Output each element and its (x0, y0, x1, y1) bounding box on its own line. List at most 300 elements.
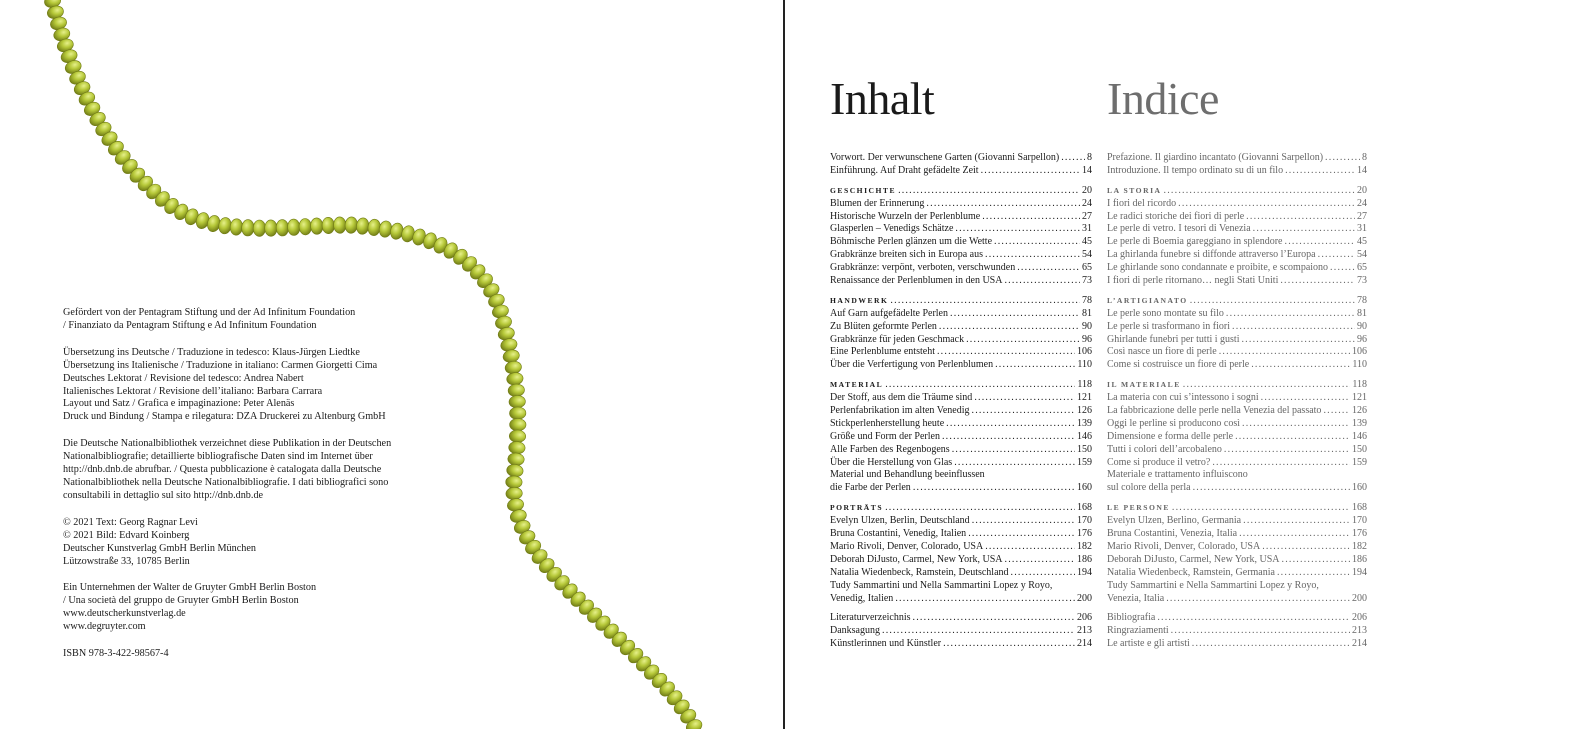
toc-section-heading (1107, 379, 1367, 392)
toc-page-number: 160 (1352, 482, 1367, 494)
bead (506, 372, 524, 386)
toc-leader-dots (943, 638, 1075, 651)
toc-section (830, 502, 1092, 605)
toc-leader-dots (1285, 165, 1355, 178)
imprint-line: Lützowstraße 33, 10785 Berlin (63, 555, 190, 567)
toc-leader-dots (1193, 482, 1350, 495)
imprint-block (63, 307, 443, 333)
imprint-line: © 2021 Bild: Edvard Koinberg (63, 529, 190, 541)
toc-entry (830, 515, 1092, 528)
toc-page-number: 186 (1077, 553, 1092, 565)
toc-leader-dots (968, 528, 1075, 541)
toc-section-heading (830, 185, 1092, 198)
toc-entry (830, 308, 1092, 321)
bead (508, 441, 525, 454)
bead (287, 219, 300, 236)
toc-entry-title: Deborah DiJusto, Carmel, New York, USA (830, 553, 1003, 565)
toc-entry (1107, 431, 1367, 444)
toc-entry (830, 223, 1092, 236)
toc-leader-dots (1330, 262, 1355, 275)
toc-leader-dots (1235, 431, 1350, 444)
toc-leader-dots (1251, 359, 1350, 372)
toc-entry-title: Glasperlen – Venedigs Schätze (830, 223, 954, 235)
toc-leader-dots (1242, 418, 1350, 431)
toc-entry-title: Danksagung (830, 625, 880, 637)
toc-page-number: 182 (1352, 540, 1367, 552)
toc-entry-title: Evelyn Ulzen, Berlino, Germania (1107, 515, 1242, 527)
bead (322, 217, 335, 234)
toc-leader-dots (994, 236, 1080, 249)
toc-entry-title: Eine Perlenblume entsteht (830, 346, 935, 358)
toc-page-number: 206 (1352, 612, 1367, 624)
toc-entry-title: Grabkränze für jeden Geschmack (830, 333, 965, 345)
toc-page-number: 194 (1352, 566, 1367, 578)
bead (229, 218, 243, 235)
imprint-line: Gefördert von der Pentagram Stiftung und der Ad Infinitum Foundation (63, 307, 356, 318)
toc-page-number: 45 (1357, 236, 1367, 248)
toc-entry (1107, 165, 1367, 178)
toc-leader-dots (1243, 515, 1350, 528)
toc-entry (1107, 223, 1367, 236)
bead (505, 476, 522, 489)
toc-entry-title: La fabbricazione delle perle nella Venezia del passato (1107, 405, 1322, 417)
toc-entry (1107, 482, 1367, 495)
toc-entry (830, 321, 1092, 334)
toc-leader-dots (1157, 612, 1350, 625)
toc-entry-title: Der Stoff, aus dem die Träume sind (830, 392, 973, 404)
toc-entry-title: Literaturverzeichnis (830, 612, 911, 624)
toc-entry (830, 528, 1092, 541)
toc-page-number: 81 (1082, 307, 1092, 319)
right-page (785, 0, 1591, 729)
toc-entry (1107, 541, 1367, 554)
toc-leader-dots (955, 223, 1080, 236)
toc-entry-title: Zu Blüten geformte Perlen (830, 320, 937, 332)
toc-page-number: 20 (1082, 184, 1092, 196)
toc-entry-title: Venezia, Italia (1107, 592, 1165, 604)
toc-entry-title: Tudy Sammartini und Nella Sammartini Lopez y Royo, (830, 579, 1053, 591)
toc-entry (830, 262, 1092, 275)
toc-entry-title: Grabkränze: verpönt, verboten, verschwunden (830, 262, 1016, 274)
toc-page-number: 121 (1352, 392, 1367, 404)
toc-entry (1107, 528, 1367, 541)
toc-leader-dots (966, 334, 1080, 347)
imprint-block (63, 347, 443, 424)
toc-page-number: 126 (1352, 405, 1367, 417)
toc-entry-title: Perlenfabrikation im alten Venedig (830, 405, 970, 417)
bead (508, 383, 526, 397)
bead (241, 219, 254, 236)
toc-entry (830, 211, 1092, 224)
bead (356, 217, 370, 235)
toc-entry (1107, 211, 1367, 224)
toc-leader-dots (1212, 457, 1350, 470)
toc-page-number: 160 (1077, 482, 1092, 494)
toc-page-number: 146 (1077, 430, 1092, 442)
toc-entry (830, 165, 1092, 178)
toc-entry (830, 405, 1092, 418)
toc-entry-title: Böhmische Perlen glänzen um die Wette (830, 236, 993, 248)
toc-entry (830, 482, 1092, 495)
toc-page-number: 31 (1357, 223, 1367, 235)
toc-page-number: 73 (1082, 275, 1092, 287)
toc-page-number: 194 (1077, 566, 1092, 578)
toc-page-number: 65 (1082, 262, 1092, 274)
toc-page-number: 14 (1357, 164, 1367, 176)
toc-entry (830, 359, 1092, 372)
toc-section (1107, 152, 1367, 178)
toc-entry (1107, 593, 1367, 606)
toc-entry-title: Le perle sono montate su filo (1107, 307, 1224, 319)
imprint-line: Italienisches Lektorat / Revisione dell’italiano: Barbara Carrara (63, 385, 323, 397)
imprint-line: Übersetzung ins Deutsche / Traduzione in tedesco: Klaus-Jürgen Liedtke (63, 346, 360, 358)
toc-page-number: 45 (1082, 236, 1092, 248)
toc-entry-title: Tutti i colori dell’arcobaleno (1107, 443, 1222, 455)
bead (299, 218, 312, 235)
toc-entry (1107, 554, 1367, 567)
toc-entry-title: Le perle si trasformano in fiori (1107, 320, 1231, 332)
toc-page-number: 31 (1082, 223, 1092, 235)
imprint-block (63, 438, 443, 503)
imprint-line: Deutsches Lektorat / Revisione del tedesco: Andrea Nabert (63, 372, 304, 384)
toc-page-number: 150 (1077, 443, 1092, 455)
toc-page-number: 81 (1357, 307, 1367, 319)
toc-entry (830, 580, 1092, 593)
toc-section (1107, 379, 1367, 495)
bead (265, 220, 278, 237)
toc-page-number: 213 (1077, 625, 1092, 637)
toc-leader-dots (1183, 379, 1351, 392)
toc-entry-title: Oggi le perline si producono così (1107, 417, 1241, 429)
toc-entry (830, 541, 1092, 554)
toc-page-number: 214 (1352, 638, 1367, 650)
toc-entry (1107, 308, 1367, 321)
toc-section-heading (1107, 502, 1367, 515)
toc-entry-title: Le perle di vetro. I tesori di Venezia (1107, 223, 1251, 235)
bead (510, 418, 527, 431)
toc-leader-dots (895, 593, 1075, 606)
imprint-colophon (63, 307, 443, 675)
toc-section (1107, 612, 1367, 651)
imprint-line: Übersetzung ins Italienische / Traduzione in italiano: Carmen Giorgetti Cima (63, 359, 378, 371)
toc-entry (1107, 457, 1367, 470)
toc-entry-title: Renaissance der Perlenblumen in den USA (830, 275, 1003, 287)
toc-entry-title: Le radici storiche dei fiori di perle (1107, 210, 1245, 222)
toc-entry-title: Historische Wurzeln der Perlenblume (830, 210, 981, 222)
toc-entry (830, 444, 1092, 457)
toc-section-heading (830, 295, 1092, 308)
toc-entry-title: Tudy Sammartini e Nella Sammartini Lopez y Royo, (1107, 579, 1319, 591)
toc-leader-dots (981, 165, 1080, 178)
toc-entry (1107, 444, 1367, 457)
toc-entry-title: Über die Verfertigung von Perlenblumen (830, 359, 994, 371)
toc-page-number: 65 (1357, 262, 1367, 274)
imprint-line: / Una società del gruppo de Gruyter GmbH Berlin Boston (63, 595, 299, 607)
toc-page-number: 159 (1352, 456, 1367, 468)
toc-entry-title: Bruna Costantini, Venezia, Italia (1107, 528, 1238, 540)
toc-entry-title: La materia con cui s’intessono i sogni (1107, 392, 1259, 404)
toc-entry-title: Ghirlande funebri per tutti i gusti (1107, 333, 1240, 345)
toc-entry-title: Material und Behandlung beeinflussen (830, 469, 985, 481)
toc-entry (830, 625, 1092, 638)
toc-section-heading (1107, 295, 1367, 308)
toc-entry-title: I fiori del ricordo (1107, 197, 1177, 209)
toc-entry-title: sul colore della perla (1107, 482, 1191, 494)
toc-entry (830, 275, 1092, 288)
toc-leader-dots (1005, 554, 1076, 567)
toc-leader-dots (1323, 405, 1350, 418)
toc-leader-dots (885, 379, 1075, 392)
toc-section-heading (830, 502, 1092, 515)
toc-entry (1107, 321, 1367, 334)
toc-entry-title: Größe und Form der Perlen (830, 430, 940, 442)
toc-entry-title: I fiori di perle ritornano… negli Stati Uniti (1107, 275, 1279, 287)
toc-page-number: 96 (1357, 333, 1367, 345)
toc-leader-dots (890, 295, 1080, 308)
toc-page-number: 186 (1352, 553, 1367, 565)
toc-page-number: 78 (1082, 294, 1092, 306)
toc-entry (830, 469, 1092, 482)
bead (505, 487, 522, 501)
bead (509, 407, 526, 420)
toc-entry (1107, 567, 1367, 580)
toc-leader-dots (1241, 334, 1355, 347)
toc-leader-dots (946, 418, 1075, 431)
toc-section-heading (1107, 185, 1367, 198)
toc-page-number: 106 (1077, 346, 1092, 358)
toc-entry-title: Deborah DiJusto, Carmel, New York, USA (1107, 553, 1280, 565)
toc-page-number: 90 (1082, 320, 1092, 332)
toc-entry (1107, 418, 1367, 431)
toc-entry-title: Natalia Wiedenbeck, Ramstein, Germania (1107, 566, 1275, 578)
imprint-line: Layout und Satz / Grafica e impaginazione: Peter Alenäs (63, 398, 295, 410)
toc-leader-dots (1239, 528, 1350, 541)
toc-entry (1107, 198, 1367, 211)
toc-page-number: 200 (1077, 592, 1092, 604)
bead (509, 395, 526, 408)
toc-entry-title: Le artiste e gli artisti (1107, 638, 1190, 650)
toc-entry (1107, 580, 1367, 593)
toc-entry-title: Prefazione. Il giardino incantato (Giovanni Sarpellon) (1107, 152, 1324, 163)
toc-leader-dots (1190, 295, 1355, 308)
toc-entry-title: MATERIAL (830, 380, 884, 390)
imprint-block (63, 517, 443, 569)
toc-leader-dots (1178, 198, 1355, 211)
toc-section (1107, 502, 1367, 605)
toc-entry (1107, 359, 1367, 372)
toc-entry-title: Auf Garn aufgefädelte Perlen (830, 307, 948, 319)
toc-page-number: 121 (1077, 392, 1092, 404)
toc-entry-title: Über die Herstellung von Glas (830, 456, 953, 468)
toc-leader-dots (985, 249, 1080, 262)
toc-page-number: 170 (1352, 515, 1367, 527)
imprint-block (63, 648, 443, 661)
table-of-contents-italian (1107, 152, 1367, 658)
toc-entry (830, 334, 1092, 347)
toc-entry (830, 346, 1092, 359)
toc-entry-title: Stickperlenherstellung heute (830, 417, 945, 429)
toc-page-number: 54 (1082, 249, 1092, 261)
toc-page-number: 110 (1077, 359, 1092, 371)
toc-leader-dots (1011, 567, 1075, 580)
toc-leader-dots (974, 392, 1075, 405)
imprint-line: Nationalbibliografie; detaillierte bibliografische Daten sind im Internet über (63, 451, 373, 463)
toc-leader-dots (1285, 236, 1356, 249)
bead (345, 216, 359, 233)
contents-title-italian: Indice (1107, 72, 1219, 124)
imprint-line: © 2021 Text: Georg Ragnar Levi (63, 516, 198, 528)
toc-entry-title: La ghirlanda funebre si diffonde attraverso l’Europa (1107, 249, 1316, 261)
toc-entry-title: PORTRÄTS (830, 503, 884, 513)
toc-page-number: 14 (1082, 164, 1092, 176)
contents-title-german: Inhalt (830, 72, 935, 124)
toc-entry-title: Künstlerinnen und Künstler (830, 638, 942, 650)
toc-leader-dots (1318, 249, 1355, 262)
imprint-line: Druck und Bindung / Stampa e rilegatura: DZA Druckerei zu Altenburg GmbH (63, 411, 386, 423)
toc-entry (1107, 625, 1367, 638)
toc-leader-dots (1172, 502, 1350, 515)
toc-leader-dots (954, 457, 1075, 470)
toc-entry (1107, 612, 1367, 625)
toc-page-number: 118 (1077, 379, 1092, 391)
toc-leader-dots (1232, 321, 1355, 334)
toc-page-number: 146 (1352, 430, 1367, 442)
imprint-line: / Finanziato da Pentagram Stiftung e Ad Infinitum Foundation (63, 319, 317, 331)
table-of-contents-german (830, 152, 1092, 658)
toc-page-number: 8 (1362, 152, 1367, 163)
toc-entry (1107, 275, 1367, 288)
toc-leader-dots (1017, 262, 1080, 275)
toc-entry-title: GESCHICHTE (830, 185, 897, 195)
left-page (0, 0, 783, 729)
bead (276, 219, 289, 236)
toc-leader-dots (1246, 211, 1355, 224)
bead (310, 218, 323, 235)
toc-entry-title: Vorwort. Der verwunschene Garten (Giovanni Sarpellon) (830, 152, 1060, 163)
toc-leader-dots (926, 198, 1080, 211)
toc-entry (830, 612, 1092, 625)
toc-page-number: 73 (1357, 275, 1367, 287)
toc-page-number: 150 (1352, 443, 1367, 455)
imprint-line: Deutscher Kunstverlag GmbH Berlin München (63, 542, 256, 554)
toc-entry-title: LA STORIA (1107, 185, 1162, 195)
toc-leader-dots (1192, 638, 1350, 651)
toc-leader-dots (1171, 625, 1350, 638)
imprint-line: www.degruyter.com (63, 621, 146, 633)
toc-leader-dots (1282, 554, 1351, 567)
toc-section (1107, 295, 1367, 372)
toc-page-number: 20 (1357, 184, 1367, 196)
toc-leader-dots (1253, 223, 1355, 236)
toc-leader-dots (982, 211, 1080, 224)
toc-section-heading (830, 379, 1092, 392)
toc-entry (1107, 469, 1367, 482)
toc-page-number: 90 (1357, 320, 1367, 332)
toc-leader-dots (1004, 275, 1080, 288)
toc-page-number: 126 (1077, 405, 1092, 417)
toc-entry-title: Come si costruisce un fiore di perle (1107, 359, 1250, 371)
toc-entry (830, 457, 1092, 470)
toc-entry (830, 152, 1092, 165)
toc-page-number: 96 (1082, 333, 1092, 345)
toc-leader-dots (1061, 152, 1085, 165)
toc-entry-title: Le ghirlande sono condannate e proibite, e scompaiono (1107, 262, 1329, 274)
toc-entry-title: HANDWERK (830, 295, 889, 305)
toc-entry-title: Materiale e trattamento influiscono (1107, 469, 1248, 481)
toc-page-number: 78 (1357, 294, 1367, 306)
toc-entry-title: Grabkränze breiten sich in Europa aus (830, 249, 983, 261)
toc-entry (830, 236, 1092, 249)
bead (333, 217, 346, 234)
toc-entry-title: Come si produce il vetro? (1107, 456, 1211, 468)
toc-page-number: 213 (1352, 625, 1367, 637)
toc-page-number: 106 (1352, 346, 1367, 358)
toc-leader-dots (1262, 541, 1350, 554)
toc-leader-dots (913, 482, 1075, 495)
toc-page-number: 118 (1352, 379, 1367, 391)
toc-entry (1107, 405, 1367, 418)
toc-entry (830, 418, 1092, 431)
toc-entry-title: die Farbe der Perlen (830, 482, 911, 494)
toc-leader-dots (1166, 593, 1350, 606)
toc-leader-dots (937, 346, 1075, 359)
toc-entry-title: Alle Farben des Regenbogens (830, 443, 950, 455)
toc-entry (830, 567, 1092, 580)
toc-page-number: 182 (1077, 540, 1092, 552)
toc-leader-dots (898, 185, 1080, 198)
toc-section (830, 295, 1092, 372)
toc-entry-title: Introduzione. Il tempo ordinato su di un filo (1107, 164, 1284, 176)
toc-leader-dots (950, 308, 1080, 321)
toc-entry (1107, 236, 1367, 249)
toc-page-number: 206 (1077, 612, 1092, 624)
toc-leader-dots (1224, 444, 1350, 457)
toc-entry (1107, 262, 1367, 275)
toc-leader-dots (942, 431, 1075, 444)
imprint-line: Die Deutsche Nationalbibliothek verzeichnet diese Publikation in der Deutschen (63, 438, 392, 450)
toc-page-number: 139 (1352, 417, 1367, 429)
toc-page-number: 54 (1357, 249, 1367, 261)
toc-leader-dots (1280, 275, 1355, 288)
toc-leader-dots (985, 541, 1075, 554)
toc-leader-dots (972, 515, 1075, 528)
toc-entry-title: Bruna Costantini, Venedig, Italien (830, 528, 967, 540)
toc-entry (830, 554, 1092, 567)
toc-page-number: 176 (1077, 528, 1092, 540)
toc-leader-dots (885, 502, 1075, 515)
toc-section (1107, 185, 1367, 288)
toc-entry (1107, 392, 1367, 405)
bead (509, 430, 526, 443)
toc-entry-title: Mario Rivoli, Denver, Colorado, USA (830, 540, 984, 552)
toc-leader-dots (882, 625, 1075, 638)
toc-page-number: 176 (1352, 528, 1367, 540)
toc-page-number: 170 (1077, 515, 1092, 527)
toc-entry (830, 593, 1092, 606)
toc-page-number: 110 (1352, 359, 1367, 371)
toc-page-number: 214 (1077, 638, 1092, 650)
imprint-line: consultabili in dettaglio sul sito http://dnb.dnb.de (63, 489, 264, 501)
imprint-block (63, 582, 443, 634)
toc-entry-title: IL MATERIALE (1107, 380, 1181, 390)
toc-leader-dots (939, 321, 1080, 334)
toc-entry (830, 249, 1092, 262)
toc-entry (1107, 152, 1367, 165)
toc-entry-title: Evelyn Ulzen, Berlin, Deutschland (830, 515, 970, 527)
toc-page-number: 139 (1077, 417, 1092, 429)
toc-entry (1107, 515, 1367, 528)
toc-entry (830, 638, 1092, 651)
